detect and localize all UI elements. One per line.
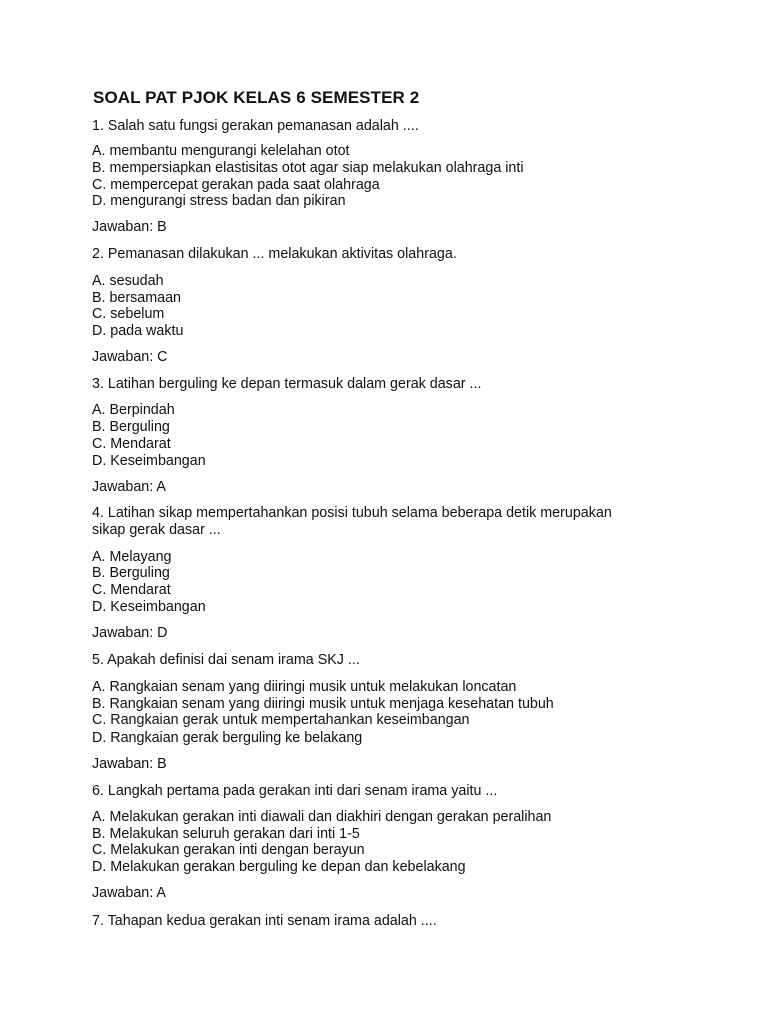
question-3-option-b: B. Berguling [92, 419, 170, 435]
question-3-text: 3. Latihan berguling ke depan termasuk dalam gerak dasar ... [92, 376, 482, 392]
question-4-text-line-2: sikap gerak dasar ... [92, 522, 221, 538]
question-2-answer: Jawaban: C [92, 349, 168, 365]
question-2-option-a: A. sesudah [92, 273, 164, 289]
question-5-answer: Jawaban: B [92, 756, 167, 772]
question-5-option-b: B. Rangkaian senam yang diiringi musik untuk menjaga kesehatan tubuh [92, 696, 554, 712]
question-1-option-c: C. mempercepat gerakan pada saat olahraga [92, 177, 380, 193]
question-4-option-a: A. Melayang [92, 549, 172, 565]
question-2-text: 2. Pemanasan dilakukan ... melakukan aktivitas olahraga. [92, 246, 457, 262]
question-2-option-b: B. bersamaan [92, 290, 182, 306]
question-1-option-a: A. membantu mengurangi kelelahan otot [92, 143, 350, 159]
question-5-option-c: C. Rangkaian gerak untuk mempertahankan keseimbangan [92, 712, 470, 728]
question-6-answer: Jawaban: A [92, 885, 166, 901]
question-5-option-a: A. Rangkaian senam yang diiringi musik untuk melakukan loncatan [92, 679, 517, 695]
question-4-option-c: C. Mendarat [92, 582, 171, 598]
question-1-answer: Jawaban: B [92, 219, 167, 235]
question-4-text-line-1: 4. Latihan sikap mempertahankan posisi tubuh selama beberapa detik merupakan [92, 505, 612, 521]
question-6-option-a: A. Melakukan gerakan inti diawali dan diakhiri dengan gerakan peralihan [92, 809, 552, 825]
question-5-option-d: D. Rangkaian gerak berguling ke belakang [92, 730, 363, 746]
question-6-option-b: B. Melakukan seluruh gerakan dari inti 1-5 [92, 826, 360, 842]
question-6-text: 6. Langkah pertama pada gerakan inti dari senam irama yaitu ... [92, 783, 498, 799]
question-2-option-c: C. sebelum [92, 306, 165, 322]
question-3-answer: Jawaban: A [92, 479, 166, 495]
question-5-text: 5. Apakah definisi dai senam irama SKJ ... [92, 652, 360, 668]
question-3-option-c: C. Mendarat [92, 436, 171, 452]
question-6-option-d: D. Melakukan gerakan berguling ke depan dan kebelakang [92, 859, 466, 875]
question-7-text: 7. Tahapan kedua gerakan inti senam irama adalah .... [92, 913, 437, 929]
document-title: SOAL PAT PJOK KELAS 6 SEMESTER 2 [93, 88, 420, 107]
question-4-option-b: B. Berguling [92, 565, 170, 581]
question-3-option-a: A. Berpindah [92, 402, 175, 418]
question-1-option-b: B. mempersiapkan elastisitas otot agar siap melakukan olahraga inti [92, 160, 524, 176]
question-2-option-d: D. pada waktu [92, 323, 184, 339]
question-6-option-c: C. Melakukan gerakan inti dengan berayun [92, 842, 365, 858]
question-1-text: 1. Salah satu fungsi gerakan pemanasan adalah .... [92, 118, 419, 134]
question-4-option-d: D. Keseimbangan [92, 599, 206, 615]
question-4-answer: Jawaban: D [92, 625, 168, 641]
question-3-option-d: D. Keseimbangan [92, 453, 206, 469]
question-1-option-d: D. mengurangi stress badan dan pikiran [92, 193, 346, 209]
